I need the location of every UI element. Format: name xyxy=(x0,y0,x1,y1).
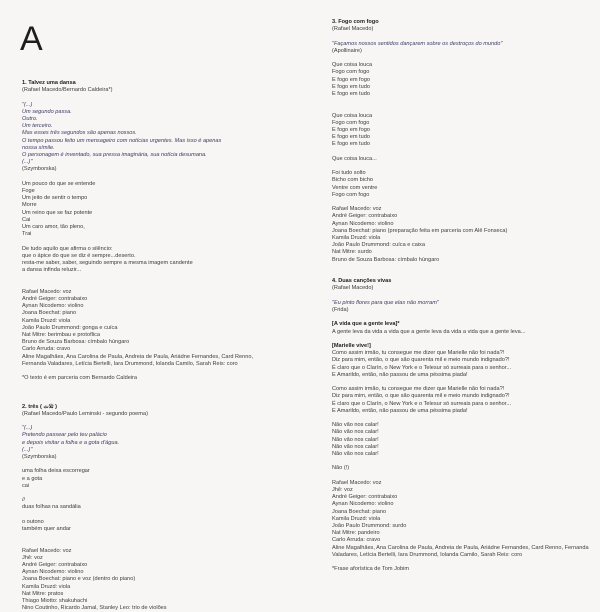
credit-line: Aynan Nicodemo: violino xyxy=(332,501,394,508)
lyric-line: Não vão nos calar! xyxy=(332,450,379,457)
lyric-line: Não (!) xyxy=(332,465,350,472)
epigraph-line: nossa símile. xyxy=(22,144,55,151)
epigraph-line: Pretendo passear pelo teu palácio xyxy=(22,432,107,439)
epigraph-line: "(...) xyxy=(22,425,33,432)
lyric-line: Trai xyxy=(22,231,32,238)
credit-line: Aynan Nicodemo: violino xyxy=(332,220,394,227)
credit-line: Nat Mitre: berimbau e protoflica xyxy=(22,332,101,339)
epigraph-author: (Apollinaire) xyxy=(332,47,362,54)
lyric-line: E fogo em tudo xyxy=(332,83,370,90)
lyric-line: cai xyxy=(22,482,30,489)
epigraph-author: (Szymborska) xyxy=(22,166,57,173)
lyric-line: // xyxy=(22,497,26,504)
lyric-line: Como assim irmão, tu consegue me dizer que Marielle não foi nada?! xyxy=(332,350,505,357)
lyrics xyxy=(332,113,584,149)
musician-credits xyxy=(22,548,292,612)
lyric-line: É claro que o Clarín, o New York e o Telesur só surreais para o senhor... xyxy=(332,400,511,407)
credit-line: Aynan Nicodemo: violino xyxy=(22,569,84,576)
lyrics xyxy=(22,497,292,511)
lyric-line: E fogo em tudo xyxy=(332,134,370,141)
lyric-line: a dansa infinda reluzir... xyxy=(22,267,82,274)
credit-line: Kamila Druzd: viola xyxy=(332,515,381,522)
musician-credits xyxy=(332,479,589,559)
lyric-line: Ventre com ventre xyxy=(332,184,378,191)
lyrics xyxy=(22,246,292,275)
track-title: 1. Talvez uma dansa xyxy=(22,80,76,86)
lyric-line: E fogo em fogo xyxy=(332,126,370,133)
lyric-line: Foge xyxy=(22,188,35,195)
epigraph-line: O personagem é inventado, sua pressa imaginária, sua notícia desumana. xyxy=(22,152,207,159)
credit-line: André Geiger: contrabaixo xyxy=(332,494,398,501)
lyric-line: Um caro amor, tão pleno, xyxy=(22,224,85,231)
musician-credits xyxy=(22,289,292,368)
epigraph xyxy=(22,425,292,461)
track-3 xyxy=(332,19,584,264)
credit-line: Bruno de Souza Barbosa: címbalo húngaro xyxy=(332,256,440,263)
lyric-line: Não vão nos calar! xyxy=(332,443,379,450)
lyric-line: Bicho com bicho xyxy=(332,177,374,184)
epigraph-author: (Szymborska) xyxy=(22,454,57,461)
lyric-line: o outono xyxy=(22,518,44,525)
lyric-line: uma folha deixa escorregar xyxy=(22,468,90,475)
lyric-line: Diz para mim, então, o que são quarenta mil e meio mundo indignado?! xyxy=(332,393,510,400)
track-4 xyxy=(332,278,589,573)
lyric-line: e a gota xyxy=(22,475,43,482)
lyric-line: A gente leva da vida a vida que a gente leva da vida a vida que a gente leva... xyxy=(332,328,526,335)
epigraph-line: "(...) xyxy=(22,101,33,108)
track-title: 4. Duas canções vivas xyxy=(332,278,392,285)
footnote: *O texto é em parceria com Bernardo Caldeira xyxy=(22,375,138,382)
lyric-line: Não vão nos calar! xyxy=(332,436,379,443)
lyric-line: Que coisa louca xyxy=(332,112,373,119)
musician-credits xyxy=(332,206,584,264)
credit-line: Thiago Miotto: shakuhachi xyxy=(22,598,88,605)
lyric-line: E Amarildo, então, não passou de uma péssima piada! xyxy=(332,407,468,414)
credit-line: Rafael Macedo: voz xyxy=(332,206,382,213)
track-2 xyxy=(22,404,292,612)
lyric-line: Não vão nos calar! xyxy=(332,422,379,429)
credit-line: João Paulo Drummond: cuíca e caixa xyxy=(332,242,425,249)
part-label: [Marielle vive!] xyxy=(332,342,371,349)
lyrics xyxy=(22,468,292,490)
lyric-line: Que coisa louca... xyxy=(332,155,377,162)
epigraph-line: (...)" xyxy=(22,446,33,453)
credit-line: Joana Boechat: piano xyxy=(22,310,77,317)
epigraph-line: Mas esses três segundos são apenas nossos. xyxy=(22,130,137,137)
epigraph-author: (Frida) xyxy=(332,306,349,313)
credit-line: Nat Mitre: pratos xyxy=(22,590,64,597)
epigraph xyxy=(22,102,292,174)
credit-line: Carlo Arruda: cravo xyxy=(22,346,71,353)
epigraph-line: (...)" xyxy=(22,159,33,166)
credit-line: João Paulo Drummond: surdo xyxy=(332,522,407,529)
lyrics xyxy=(332,62,584,98)
left-column xyxy=(22,80,292,612)
lyric-line: Cai xyxy=(22,216,31,223)
lyric-line: duas folhas na sandália xyxy=(22,504,81,511)
credit-line: Nat Mitre: pandeiro xyxy=(332,530,380,537)
lyric-line: Um reino que se faz potente xyxy=(22,209,93,216)
track-credit: (Rafael Macedo) xyxy=(332,26,374,33)
lyric-line: Que coisa louca xyxy=(332,62,373,69)
lyric-line: Não vão nos calar! xyxy=(332,429,379,436)
epigraph-line: Um terceiro. xyxy=(22,123,53,130)
credit-line: Jhê: voz xyxy=(332,486,353,493)
credit-line: Nino Coutinho, Ricardo Jamal, Stanley Leo: trio de violões xyxy=(22,605,167,612)
credit-line: André Geiger: contrabaixo xyxy=(332,213,398,220)
credit-line: Joana Boechat: piano e voz (dentro do piano) xyxy=(22,576,136,583)
lyric-line: Fogo com fogo xyxy=(332,69,370,76)
lyric-line: Um jeito de sentir o tempo xyxy=(22,195,88,202)
lyrics xyxy=(332,170,584,199)
credit-line: Kamila Druzd: viola xyxy=(332,234,381,241)
track-credit: (Rafael Macedo/Paulo Leminski - segundo poema) xyxy=(22,410,148,417)
credit-line: Aline Magalhães, Ana Carolina de Paula, Andreia de Paula, Ariádne Fernandes, Card Renno, Fernanda xyxy=(332,544,589,551)
lyric-line: Fogo com fogo xyxy=(332,119,370,126)
epigraph-line: "Eu pinto flores para que elas não morram" xyxy=(332,299,439,306)
right-column xyxy=(332,19,589,573)
lyric-line: que o ápice do que se diz é sempre...deserto. xyxy=(22,252,136,259)
credit-line: Joana Boechat: piano xyxy=(332,508,387,515)
credit-line: Kamila Druzd: viola xyxy=(22,583,71,590)
epigraph-line: "Façamos nossos sentidos dançarem sobre os destroços do mundo" xyxy=(332,40,503,47)
part-label: [A vida que a gente leva]* xyxy=(332,321,400,328)
track-title: 3. Fogo com fogo xyxy=(332,19,379,25)
credit-line: Nat Mitre: surdo xyxy=(332,249,372,256)
lyric-line: E fogo em fogo xyxy=(332,76,370,83)
lyrics xyxy=(332,386,584,415)
credit-line: Kamila Druzd: viola xyxy=(22,317,71,324)
lyric-line: De tudo aquilo que afirma o silêncio: xyxy=(22,245,113,252)
lyric-line: É claro que o Clarín, o New York e o Telesur só surreais para o senhor... xyxy=(332,364,511,371)
lyric-line: Diz para mim, então, o que são quarenta mil e meio mundo indignado?! xyxy=(332,357,510,364)
credit-line: Joana Boechat: piano (preparação feita em parceria com Alê Fonseca) xyxy=(332,227,508,234)
chorus xyxy=(332,422,584,458)
credit-line: João Paulo Drummond: gonga e cuíca xyxy=(22,324,118,331)
page-letter: A xyxy=(20,20,43,58)
credit-line: Fernanda Valadares, Letícia Bertelli, Iara Drummond, Iolanda Camilo, Sarah Reis: coro xyxy=(22,360,238,367)
credit-line: Aynan Nicodemo: violino xyxy=(22,303,84,310)
credit-line: Rafael Macedo: voz xyxy=(22,288,72,295)
lyric-line: E fogo em tudo xyxy=(332,91,370,97)
lyric-line: E Amarildo, então, não passou de uma péssima piada! xyxy=(332,371,468,378)
track-credit: (Rafael Macedo/Bernardo Caldeira*) xyxy=(22,87,113,94)
lyrics xyxy=(22,181,292,239)
lyric-line: Foi tudo solto xyxy=(332,170,366,177)
lyric-line: Um pouco do que se entende xyxy=(22,180,96,187)
track-title: 2. três ( ثلاث ) xyxy=(22,403,58,410)
track-1 xyxy=(22,80,292,382)
epigraph-line: Um segundo passa. xyxy=(22,108,72,115)
credit-line: Rafael Macedo: voz xyxy=(332,479,382,486)
lyrics xyxy=(332,350,584,379)
credit-line: Carlo Arruda: cravo xyxy=(332,537,381,544)
lyric-line: Morre xyxy=(22,202,37,209)
epigraph-line: O tempo passou feito um mensageiro com notícias urgentes. Mas isso é apenas xyxy=(22,137,222,144)
credit-line: Jhê: voz xyxy=(22,554,43,561)
lyric-line: resta-me saber, saber, seguindo sempre a mesma imagem candente xyxy=(22,260,193,267)
credit-line: Valadares, Letícia Bertelli, Iara Drummond, Iolanda Camilo, Sarah Reis: coro xyxy=(332,551,523,558)
credit-line: Bruno de Souza Barbosa: címbalo húngaro xyxy=(22,339,130,346)
credit-line: André Geiger: contrabaixo xyxy=(22,296,88,303)
lyric-line: Como assim irmão, tu consegue me dizer que Marielle não foi nada?! xyxy=(332,386,505,393)
credit-line: André Geiger: contrabaixo xyxy=(22,562,88,568)
epigraph-line: Outro. xyxy=(22,116,38,122)
lyrics xyxy=(22,519,292,533)
lyric-line: também quer andar xyxy=(22,526,71,533)
lyric-line: E fogo em tudo xyxy=(332,141,370,148)
credit-line: Rafael Macedo: voz xyxy=(22,547,72,554)
track-credit: (Rafael Macedo) xyxy=(332,285,374,292)
epigraph-line: e depois visitar a folha e a gota d'água. xyxy=(22,439,120,446)
credit-line: Aline Magalhães, Ana Carolina de Paula, Andreia de Paula, Ariádne Fernandes, Card Renno, xyxy=(22,353,254,360)
lyric-line: Fogo com fogo xyxy=(332,191,370,198)
footnote: *Frase aforística de Tom Jobim xyxy=(332,566,409,573)
